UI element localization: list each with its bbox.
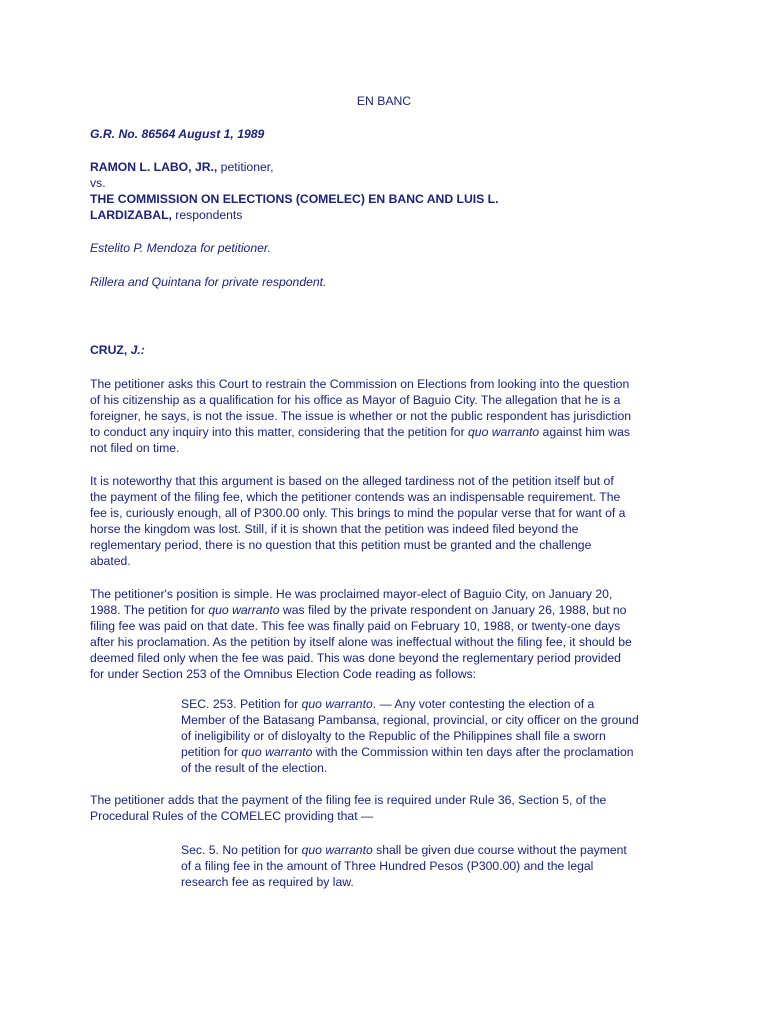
quote-line xyxy=(181,843,701,859)
italic-term: quo warranto xyxy=(468,425,540,439)
text-run: petition for xyxy=(181,745,242,759)
paragraph-line: for under Section 253 of the Omnibus Election Code reading as follows: xyxy=(90,667,477,681)
quote-line xyxy=(181,745,701,761)
paragraph-line: fee is, curiously enough, all of P300.00 only. This brings to mind the popular verse that for want of a xyxy=(90,506,626,520)
text-run: against him was xyxy=(539,425,630,439)
paragraph-line: of his citizenship as a qualification for his office as Mayor of Baguio City. The allegation that he is a xyxy=(90,393,621,407)
paragraph-line: The petitioner's position is simple. He was proclaimed mayor-elect of Baguio City, on January 20, xyxy=(90,587,613,601)
paragraph-line: after his proclamation. As the petition by itself alone was ineffectual without the filing fee, it should be xyxy=(90,635,632,649)
paragraph-line: abated. xyxy=(90,554,131,568)
paragraph-line: reglementary period, there is no question that this petition must be granted and the challenge xyxy=(90,538,592,552)
paragraph-line: It is noteworthy that this argument is based on the alleged tardiness not of the petition itself but of xyxy=(90,474,614,488)
respondent-line-1: THE COMMISSION ON ELECTIONS (COMELEC) EN BANC AND LUIS L. xyxy=(90,192,499,206)
text-run: to conduct any inquiry into this matter, considering that the petition for xyxy=(90,425,469,439)
court-heading: EN BANC xyxy=(356,94,412,108)
paragraph-line: deemed filed only when the fee was paid. This was done beyond the reglementary period provided xyxy=(90,651,621,665)
quote-line: Member of the Batasang Pambansa, regional, provincial, or city officer on the ground xyxy=(181,713,639,727)
case-number: G.R. No. 86564 August 1, 1989 xyxy=(90,127,265,141)
italic-term: quo warranto xyxy=(301,843,373,857)
counsel-petitioner: Estelito P. Mendoza for petitioner. xyxy=(90,241,271,255)
ponente-name: CRUZ, xyxy=(90,343,131,357)
versus: vs. xyxy=(90,176,106,190)
text-run: SEC. 253. Petition for xyxy=(181,697,302,711)
text-run: with the Commission within ten days after the proclamation xyxy=(312,745,634,759)
quote-line xyxy=(181,697,701,713)
quote-line: research fee as required by law. xyxy=(181,875,354,889)
paragraph-line: not filed on time. xyxy=(90,441,180,455)
italic-term: quo warranto xyxy=(208,603,280,617)
respondent-name: LARDIZABAL, xyxy=(90,208,172,222)
text-run: shall be given due course without the payment xyxy=(372,843,627,857)
paragraph-line: Procedural Rules of the COMELEC providing that — xyxy=(90,809,374,823)
counsel-respondent: Rillera and Quintana for private respondent. xyxy=(90,275,327,289)
text-run: 1988. The petition for xyxy=(90,603,209,617)
respondent-line-2 xyxy=(90,208,690,224)
paragraph-line: The petitioner asks this Court to restrain the Commission on Elections from looking into the question xyxy=(90,377,630,391)
paragraph-line: The petitioner adds that the payment of the filing fee is required under Rule 36, Section 5, of the xyxy=(90,793,607,807)
paragraph-line: filing fee was paid on that date. This fee was finally paid on February 10, 1988, or twenty-one days xyxy=(90,619,621,633)
text-run: was filed by the private respondent on January 26, 1988, but no xyxy=(279,603,627,617)
paragraph-line xyxy=(90,603,690,619)
text-run: . — Any voter contesting the election of a xyxy=(372,697,595,711)
respondent-role: respondents xyxy=(171,208,243,222)
paragraph-line: foreigner, he says, is not the issue. The issue is whether or not the public respondent has jurisdiction xyxy=(90,409,632,423)
italic-term: quo warranto xyxy=(301,697,373,711)
paragraph-line: the payment of the filing fee, which the petitioner contends was an indispensable requirement. The xyxy=(90,490,621,504)
quote-line: of the result of the election. xyxy=(181,761,328,775)
petitioner-role: petitioner, xyxy=(217,160,274,174)
ponente-suffix: J.: xyxy=(130,343,145,357)
text-run: Sec. 5. No petition for xyxy=(181,843,302,857)
quote-line: of ineligibility or of disloyalty to the Republic of the Philippines shall file a sworn xyxy=(181,729,606,743)
ponente xyxy=(90,343,690,359)
petitioner-name: RAMON L. LABO, JR., xyxy=(90,160,218,174)
paragraph-line xyxy=(90,425,690,441)
petitioner-line xyxy=(90,160,690,176)
paragraph-line: horse the kingdom was lost. Still, if it is shown that the petition was indeed filed beyond the xyxy=(90,522,579,536)
quote-line: of a filing fee in the amount of Three Hundred Pesos (P300.00) and the legal xyxy=(181,859,594,873)
italic-term: quo warranto xyxy=(241,745,313,759)
